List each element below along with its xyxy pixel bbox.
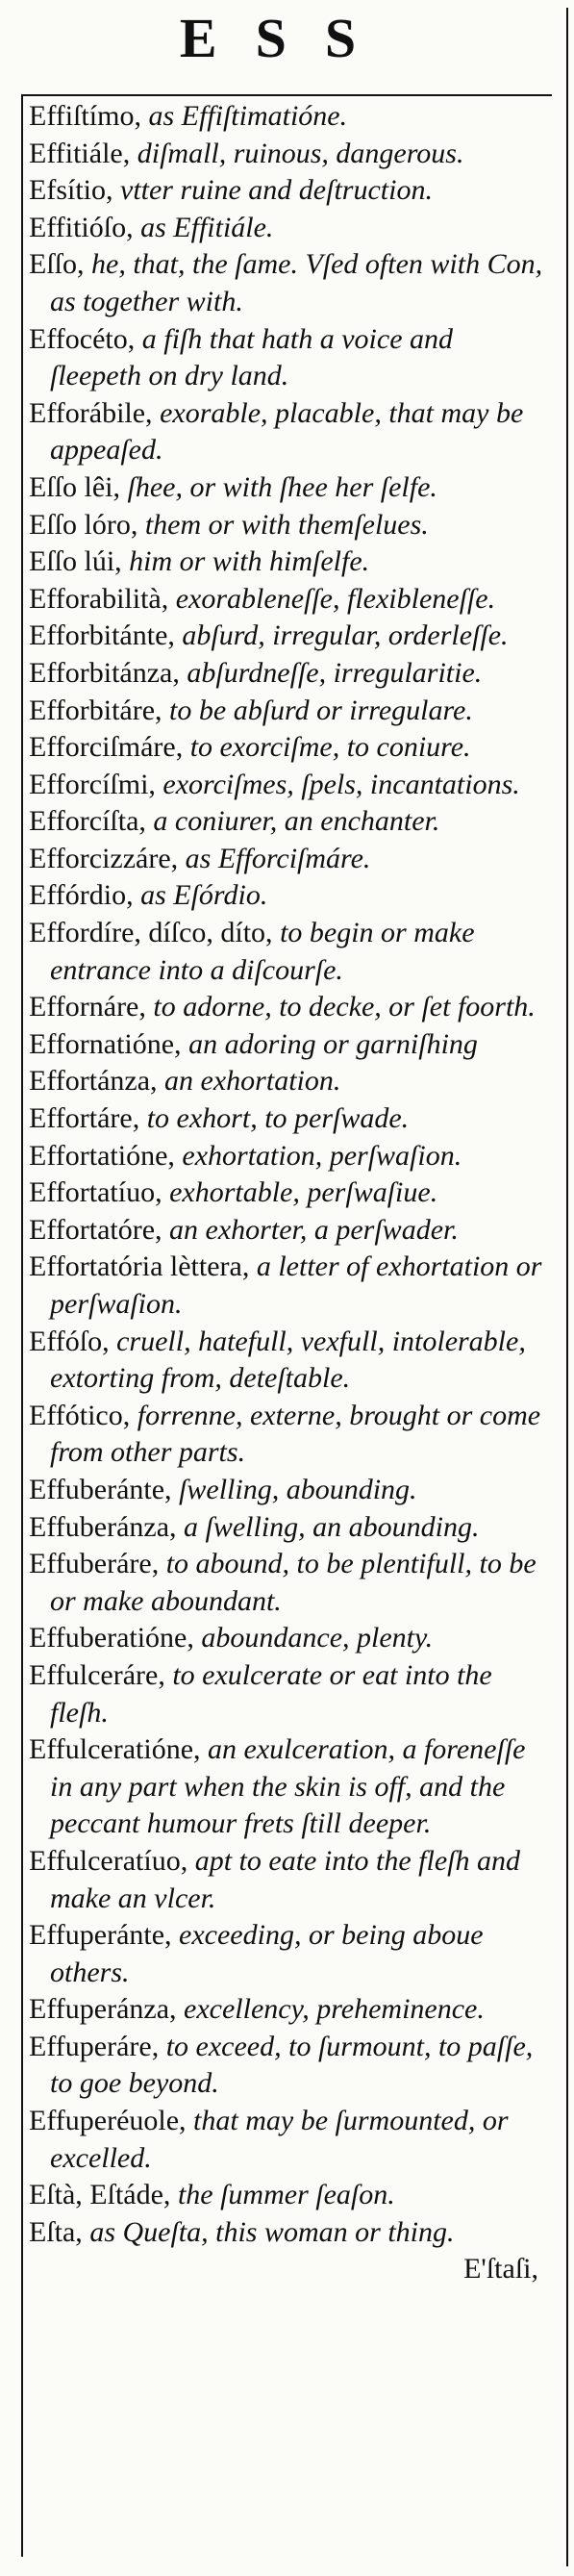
- dictionary-entry: [29, 1731, 548, 1843]
- entry-headword: Effordíre, díſco, díto,: [29, 917, 273, 949]
- entry-headword: Effótico,: [29, 1399, 131, 1431]
- entry-headword: Efforbitánza,: [29, 656, 180, 689]
- entry-definition: diſmall, ruinous, dangerous.: [130, 137, 464, 169]
- entry-headword: Effuperáre,: [29, 2030, 160, 2062]
- dictionary-entry: [29, 172, 548, 210]
- entry-headword: Effuberánte,: [29, 1473, 172, 1505]
- entry-definition: as Effitiále.: [133, 211, 274, 243]
- entry-headword: Effuberatióne,: [29, 1622, 194, 1654]
- entry-headword: Efforcizzáre,: [29, 842, 179, 874]
- dictionary-entry: [29, 1026, 548, 1064]
- entry-definition: exhortation, perſwaſion.: [174, 1139, 462, 1172]
- entry-headword: Effuberáre,: [29, 1548, 160, 1580]
- entry-definition: excellency, preheminence.: [176, 1993, 485, 2026]
- page-header: ESS: [179, 7, 395, 69]
- entry-headword: Efforabilità,: [29, 582, 169, 615]
- dictionary-entry: [29, 618, 548, 655]
- header-rule: [21, 94, 552, 96]
- entry-definition: an exhortation.: [157, 1065, 341, 1098]
- entry-headword: Efforbitánte,: [29, 619, 175, 652]
- entry-definition: to exceed, to ſurmount, to paſſe, to goe beyond.: [50, 2030, 534, 2100]
- entry-definition: the ſummer ſeaſon.: [170, 2179, 395, 2211]
- entry-definition: apt to eate into the fleſh and make an vlcer.: [50, 1844, 520, 1914]
- dictionary-entry: [29, 693, 548, 730]
- dictionary-entry: [29, 469, 548, 507]
- entry-definition: a ſwelling, an abounding.: [176, 1510, 480, 1543]
- entry-definition: exorable, placable, that may be appeaſed.: [50, 396, 524, 467]
- entry-headword: Effocéto,: [29, 322, 136, 355]
- entry-column: [29, 98, 548, 2287]
- dictionary-entry: [29, 729, 548, 767]
- entry-headword: Effornatióne,: [29, 1027, 182, 1060]
- entry-headword: Efsítio,: [29, 174, 113, 207]
- entry-headword: Effortáre,: [29, 1102, 140, 1135]
- dictionary-entry: [29, 1063, 548, 1100]
- entry-headword: Effóſo,: [29, 1325, 110, 1357]
- dictionary-entry: [29, 2103, 548, 2177]
- dictionary-entry: [29, 1138, 548, 1175]
- entry-headword: Effuperánte,: [29, 1919, 172, 1952]
- entry-headword: Effuberánza,: [29, 1510, 177, 1543]
- dictionary-entry: [29, 246, 548, 320]
- dictionary-entry: [29, 1546, 548, 1620]
- dictionary-entry: [29, 1212, 548, 1250]
- entry-definition: to be abſurd or irregulare.: [162, 694, 473, 726]
- dictionary-entry: [29, 507, 548, 544]
- dictionary-entry: [29, 1620, 548, 1657]
- dictionary-entry: [29, 136, 548, 173]
- entry-definition: exorciſmes, ſpels, incantations.: [155, 768, 520, 800]
- entry-headword: Effortatória lèttera,: [29, 1250, 250, 1283]
- left-column-rule: [21, 94, 23, 2557]
- entry-definition: him or with himſelfe.: [121, 545, 370, 578]
- dictionary-entry: [29, 1843, 548, 1917]
- dictionary-entry: [29, 581, 548, 619]
- entry-definition: an exulceration, a foreneſſe in any part when the skin is off, and the peccant humour frets ſtill deeper.: [50, 1733, 526, 1840]
- entry-headword: Eſſo lóro,: [29, 508, 138, 541]
- entry-definition: forrenne, externe, brought or come from other parts.: [50, 1399, 541, 1469]
- dictionary-entry: [29, 1917, 548, 1991]
- dictionary-entry: [29, 543, 548, 581]
- right-page-edge-rule: [566, 8, 568, 2566]
- entry-headword: Effulceratíuo,: [29, 1844, 188, 1877]
- entry-definition: ſwelling, abounding.: [171, 1473, 417, 1505]
- dictionary-entry: [29, 1249, 548, 1323]
- catchword: E'ſtaſi,: [463, 2253, 538, 2286]
- dictionary-entry: [29, 1991, 548, 2029]
- entry-definition: to abound, to be plentifull, to be or make aboundant.: [50, 1548, 537, 1617]
- entry-definition: to begin or make entrance into a diſcourſe.: [50, 917, 475, 986]
- entry-headword: Efforcíſmi,: [29, 768, 156, 800]
- dictionary-entry: [29, 841, 548, 878]
- entry-definition: as Queſta, this woman or thing.: [82, 2215, 455, 2248]
- entry-definition: as Effiſtimatióne.: [140, 100, 348, 132]
- entry-definition: vtter ruine and deſtruction.: [112, 174, 433, 207]
- entry-definition: to exulcerate or eat into the fleſh.: [50, 1658, 492, 1729]
- entry-definition: cruell, hatefull, vexfull, intolerable, extorting from, deteſtable.: [50, 1325, 526, 1395]
- entry-headword: Effulceráre,: [29, 1658, 165, 1691]
- dictionary-entry: [29, 2214, 548, 2252]
- entry-headword: Effórdio,: [29, 879, 134, 912]
- entry-definition: as Eſórdio.: [133, 879, 268, 912]
- entry-definition: exceeding, or being aboue others.: [50, 1919, 484, 1988]
- entry-headword: Effitiále,: [29, 137, 131, 169]
- entry-headword: Effortatióne,: [29, 1139, 175, 1172]
- entry-definition: abſurdneſſe, irregularitie.: [179, 656, 483, 689]
- dictionary-entry: [29, 98, 548, 136]
- dictionary-entry: [29, 2177, 548, 2214]
- entry-definition: exorableneſſe, flexibleneſſe.: [168, 582, 496, 615]
- dictionary-entry: [29, 395, 548, 469]
- entry-headword: Eſta,: [29, 2215, 83, 2248]
- dictionary-entry: [29, 1398, 548, 1472]
- entry-definition: a fiſh that hath a voice and ſleepeth on dry land.: [50, 322, 454, 392]
- entry-definition: an exhorter, a perſwader.: [162, 1213, 459, 1246]
- dictionary-entry: [29, 767, 548, 804]
- entry-headword: Effornáre,: [29, 991, 146, 1023]
- dictionary-entry: [29, 1174, 548, 1212]
- entry-definition: as Efforciſmáre.: [178, 842, 371, 874]
- dictionary-entry: [29, 803, 548, 841]
- dictionary-entry: [29, 1324, 548, 1398]
- entry-headword: Effortatóre,: [29, 1213, 162, 1246]
- dictionary-entry: [29, 989, 548, 1026]
- dictionary-entry: [29, 1472, 548, 1509]
- entry-headword: Effuperéuole,: [29, 2105, 187, 2137]
- entry-headword: Effiſtímo,: [29, 100, 141, 132]
- dictionary-entry: [29, 321, 548, 395]
- entry-definition: ſhee, or with ſhee her ſelfe.: [119, 470, 437, 503]
- entry-definition: abſurd, irregular, orderleſſe.: [174, 619, 509, 652]
- entry-headword: Effulceratióne,: [29, 1733, 201, 1766]
- dictionary-entry: [29, 915, 548, 989]
- entry-headword: Efforábile,: [29, 396, 153, 429]
- dictionary-entry: [29, 210, 548, 247]
- entry-headword: Eſſo lúi,: [29, 545, 122, 578]
- entry-definition: them or with themſelues.: [137, 508, 429, 541]
- dictionary-entry: [29, 1100, 548, 1138]
- entry-headword: Effuperánza,: [29, 1993, 177, 2026]
- entry-headword: Effitióſo,: [29, 211, 134, 243]
- dictionary-entry: [29, 1509, 548, 1547]
- dictionary-entry: [29, 877, 548, 915]
- entry-headword: Efforbitáre,: [29, 694, 162, 726]
- entry-headword: Eſſo,: [29, 248, 85, 281]
- entry-definition: aboundance, plenty.: [193, 1622, 434, 1654]
- dictionary-entry: [29, 1657, 548, 1731]
- entry-definition: he, that, the ſame. Vſed often with Con, as together with.: [50, 248, 543, 317]
- entry-headword: Effortatíuo,: [29, 1176, 162, 1209]
- entry-definition: to exhort, to perſwade.: [139, 1102, 410, 1135]
- entry-headword: Eſſo lêi,: [29, 470, 120, 503]
- dictionary-entry: [29, 655, 548, 693]
- dictionary-entry: [29, 2029, 548, 2103]
- entry-headword: Effortánza,: [29, 1065, 158, 1098]
- entry-definition: that may be ſurmounted, or excelled.: [50, 2105, 509, 2174]
- entry-definition: to adorne, to decke, or ſet foorth.: [145, 991, 536, 1023]
- entry-definition: an adoring or garniſhing: [181, 1027, 478, 1060]
- entry-definition: to exorciſme, to coniure.: [183, 731, 471, 764]
- entry-headword: Efforcíſta,: [29, 805, 146, 838]
- entry-definition: exhortable, perſwaſiue.: [162, 1176, 438, 1209]
- entry-headword: Eſtà, Eſtáde,: [29, 2179, 171, 2211]
- entry-headword: Efforciſmáre,: [29, 731, 184, 764]
- entry-definition: a letter of exhortation or perſwaſion.: [50, 1250, 542, 1320]
- entry-definition: a coniurer, an enchanter.: [145, 805, 440, 838]
